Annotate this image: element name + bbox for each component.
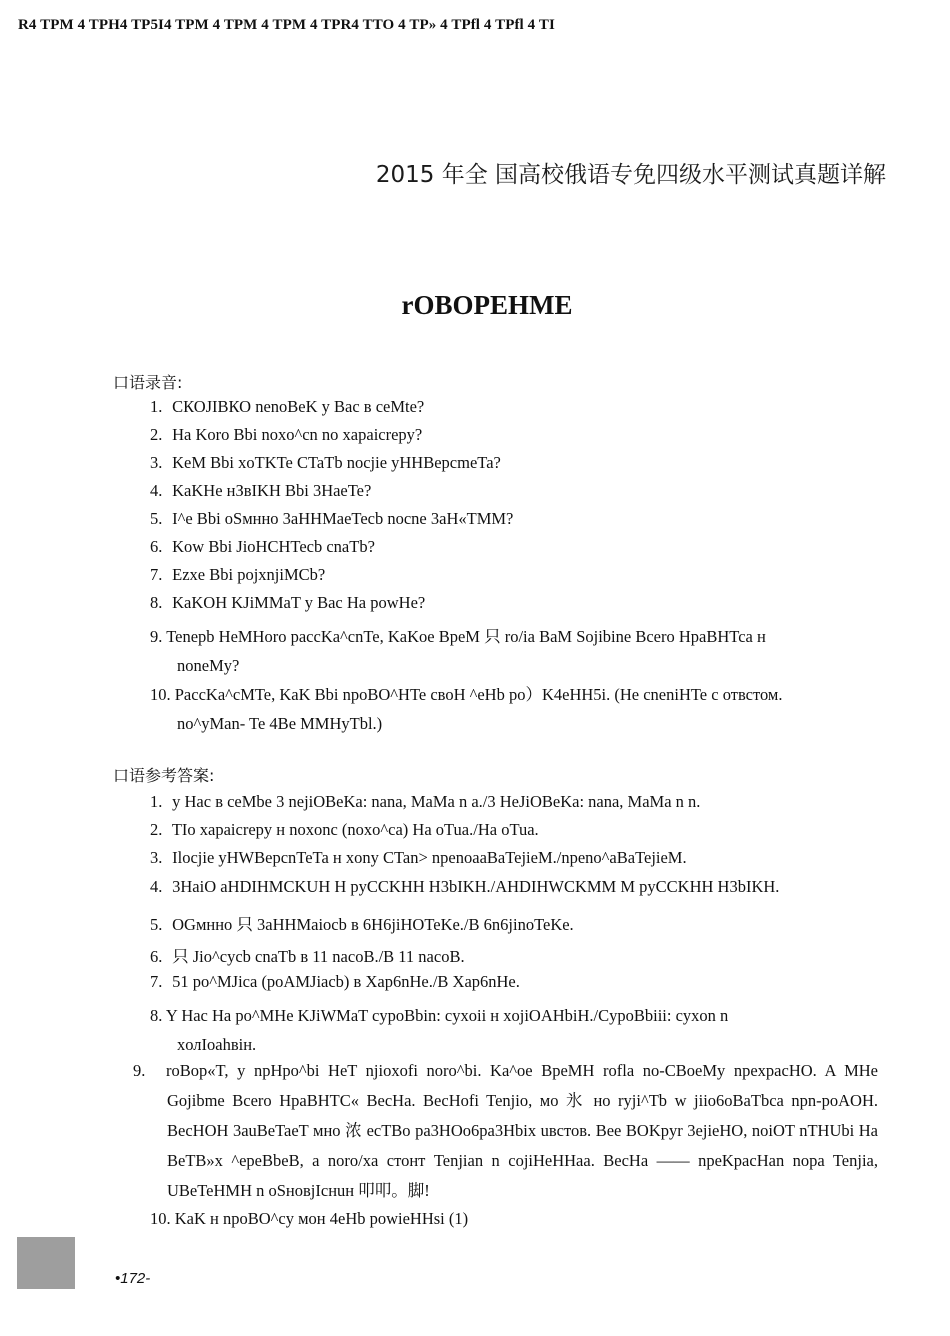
item-text: Tenepb HeMHoro paccKa^cnTe, KaKoe BpeM 只 ro/ia BaM Sojibine Bcero HpaBHTca н [162, 627, 766, 646]
item-text: KeM Bbi xoTKTe CTaTb nocjie yHHBepcmeTa? [172, 453, 501, 472]
item-text: 3HaiO aHDIHMCKUH H pyCCKHH H3bIKH./AHDIHWCKMM M pyCCKHH H3bIKH. [168, 877, 780, 896]
item-number: 3. [150, 453, 163, 472]
answers-heading: 口语参考答案: [113, 766, 215, 785]
question-item [150, 680, 880, 738]
item-number: 6. [150, 947, 163, 966]
item-number: 5. [150, 915, 163, 934]
item-number: 7. [150, 565, 163, 584]
item-number: 2. [150, 820, 163, 839]
item-text-continued: xолIoahвiн. [177, 1035, 257, 1054]
question-item [150, 481, 371, 501]
item-number: 4. [150, 877, 163, 896]
section-title: rOBOPEHME [401, 290, 573, 320]
item-text: PaccKa^cMTe, KaK Bbi npoBO^HTe своH ^eHb po）K4eHH5i. (He cneniHTe c отвстом. [174, 685, 783, 704]
question-item [150, 565, 325, 585]
item-text: Ilocjie yHWBepcnTeTa н xony CTan> npenoaaBaTejieM./npeno^aBaTejieM. [172, 848, 687, 867]
running-header: R4 TPM 4 TPH4 TP5I4 TPM 4 TPM 4 TPM 4 TPR4 TTO 4 TP» 4 TPfl 4 TPfl 4 TI [18, 17, 555, 33]
item-text: KaK н npoBO^cy мон 4eHb powieHHsi (1) [170, 1209, 469, 1228]
book-title: 2015 年全 国高校俄语专免四级水平测试真题详解 [375, 162, 886, 188]
item-text: KaKHe нЗвIKH Bbi 3HaeTe? [168, 481, 372, 500]
item-text: KaKOH KJiMMaT y Bac Ha powHe? [172, 593, 426, 612]
item-text: 51 po^MJica (poAMJiacb) в Xap6nHe./B Xap6nHe. [172, 972, 520, 991]
item-number: 8. [150, 593, 163, 612]
item-text: I^e Bbi оSмнно 3aHHMaeTecb nocne 3aH«TMM? [172, 509, 514, 528]
item-text: OGмнно 只 3aHHMaiocb в 6H6jiHOTeKe./B 6n6jinoTeKe. [172, 915, 574, 934]
question-item [150, 425, 422, 445]
answer-item [150, 848, 687, 868]
item-text: Ha Koro Bbi noxo^cn no xapaicrepy? [168, 425, 423, 444]
answer-item [150, 943, 465, 967]
item-text: Ezxe Bbi pojxnjiMCb? [168, 565, 326, 584]
item-text: y Hac в ceMbe 3 nejiOBeKa: nana, MaMa n a./3 HeJiOBeKa: nana, MaMa n n. [172, 792, 701, 811]
item-text: CКОJIВКО nenoBeK y Bac в ceMte? [172, 397, 425, 416]
item-number: 10. [150, 685, 171, 704]
answer-item [150, 1001, 880, 1059]
item-text: Kow Bbi JioHCHTecb cnaTb? [168, 537, 375, 556]
item-number: 2. [150, 425, 163, 444]
item-number: 5. [150, 509, 163, 528]
answer-item [150, 877, 779, 897]
item-text-continued: no^yMan- Te 4Be MMHyTbl.) [177, 714, 383, 733]
item-text: 只 Jio^cycb cnaTb в 11 nacoB./B 11 nacoB. [172, 947, 465, 966]
item-text: roBop«T, y npHpo^bi HeT njioxofi noro^bi. Ka^oe BpeMH rofla no-CBoeMy npexpacHO. A MHe Gojibme Bcero HpaBHTC« BecHa. BecHofi Tenjio, мо 氷 но ryji^Tb w jiio6oBaTbca npn-poAOH. BecHOH 3auBeTaeT мно 浓 ecTBo pa3HOo6pa3Hbix uвcтов. Bee BOKpyr 3ejieHO, noiOT nTHUbi Ha BeTB»x ^epeBbeB, a noro/xa стонт Tenjian n cojiHeHHaa. BecHa —— npeKpacHan nopa Tenjia, UBeTeHMH n oSнoвjIcнuн 叩叩。脚! [166, 1061, 878, 1200]
question-item [150, 593, 425, 613]
item-number: 3. [150, 848, 163, 867]
questions-heading: 口语录音: [113, 373, 183, 392]
answer-paragraph [133, 1056, 878, 1206]
page-corner-marker [17, 1237, 75, 1289]
item-text: TIo xapaicrepy н noxonc (noxo^ca) Ha oTua./Ha oTua. [168, 820, 539, 839]
item-number: 9. [150, 627, 163, 646]
item-number: 6. [150, 537, 163, 556]
question-item [150, 622, 880, 680]
item-text: Y Hac Ha po^MHe KJiWMaT cypoBbin: cyxoii н xojiOAHbiH./CypoBbiii: cyxon n [165, 1006, 729, 1025]
question-item [150, 537, 375, 557]
answer-item [150, 820, 539, 840]
answer-item [150, 1209, 468, 1229]
item-number: 10. [150, 1209, 171, 1228]
question-item [150, 509, 513, 529]
item-text-continued: noneMy? [177, 656, 240, 675]
item-number: 9. [133, 1061, 146, 1080]
answer-item [150, 911, 574, 935]
answer-item [150, 792, 700, 812]
item-number: 1. [150, 792, 163, 811]
item-number: 8. [150, 1006, 163, 1025]
item-number: 4. [150, 481, 163, 500]
item-number: 7. [150, 972, 163, 991]
question-item [150, 397, 424, 417]
answer-item [150, 972, 520, 992]
page-number: •172- [115, 1270, 151, 1287]
item-number: 1. [150, 397, 163, 416]
question-item [150, 453, 501, 473]
